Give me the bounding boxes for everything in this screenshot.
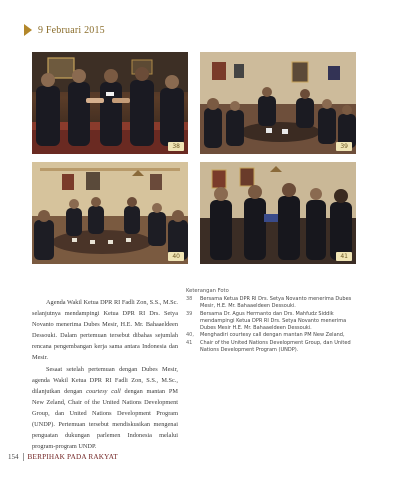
- body-paragraph-2: [32, 364, 178, 453]
- caption-text: Bersama Dr. Agus Hermanto dan Drs. Mahfudz Siddik mendampingi Ketua DPR RI Drs. Setya Novanto menerima Dubes Mesir H.E. Mr. Bahaaeldeen Dessouki.: [200, 310, 347, 332]
- photo-38: [32, 52, 188, 154]
- caption-item: [186, 296, 356, 311]
- body-italic-term: courtesy call: [86, 387, 121, 395]
- caption-number: 38: [186, 296, 193, 302]
- page-footer: [8, 453, 118, 461]
- body-paragraph-2-start: Sesaat setelah pertemuan dengan Dubes Mesir, agenda Wakil Ketua DPR RI Fadli Zon, S.S., M.Sc., dilanjutkan dengan: [32, 365, 178, 395]
- page-number: 154: [8, 453, 19, 461]
- photo-number-41: 41: [336, 252, 352, 261]
- body-paragraph-2-end: dengan mantan PM New Zeland, Chair of the United Nations Development Group, dan United Nations Development Program (UNDP). Pertemuan tersebut mendiskusikan mengenai penguatan dukungan parlemen Indonesia melalui program-program UNDP.: [32, 387, 178, 451]
- caption-item: [186, 332, 356, 354]
- photo-number-38: 38: [168, 142, 184, 151]
- photo-41-illustration: [200, 162, 356, 264]
- photo-39-illustration: [200, 52, 356, 154]
- footer-divider: [23, 453, 24, 461]
- photo-number-40: 40: [168, 252, 184, 261]
- photo-captions: [186, 288, 356, 354]
- header-date: 9 Februari 2015: [38, 24, 105, 36]
- caption-number: 39: [186, 310, 193, 317]
- photo-38-illustration: [32, 52, 188, 154]
- photo-39: [200, 52, 356, 154]
- triangle-marker-icon: [24, 24, 32, 36]
- photo-40-illustration: [32, 162, 188, 264]
- caption-text: Menghadiri courtesy call dengan mantan PM New Zeland, Chair of the United Nations Development Group, dan United Nations Development Program (UNDP).: [200, 332, 351, 354]
- photo-number-39: 39: [336, 142, 352, 151]
- caption-item: [186, 311, 356, 333]
- body-paragraph-1: Agenda Wakil Ketua DPR RI Fadli Zon, S.S., M.Sc. selanjutnya mendampingi Ketua DPR RI Drs. Setya Novanto menerima Dubes Mesir, H.E. Mr. Bahaaeldeen Dessouki. Dalam pertemuan tersebut dibahas sejumlah rencana pengembangan kerja sama antara Indonesia dan Mesir.: [32, 299, 178, 362]
- page-header: [24, 24, 105, 36]
- photo-41: [200, 162, 356, 264]
- article-body: [32, 297, 178, 452]
- caption-number: 40, 41: [186, 332, 194, 346]
- footer-brand: BERPIHAK PADA RAKYAT: [27, 453, 118, 461]
- caption-text: Bersama Ketua DPR RI Drs. Setya Novanto menerima Dubes Mesir, H.E. Mr. Bahaaeldeen Dessouki.: [200, 296, 352, 310]
- photo-40: [32, 162, 188, 264]
- captions-title: Keterangan Foto: [186, 288, 229, 294]
